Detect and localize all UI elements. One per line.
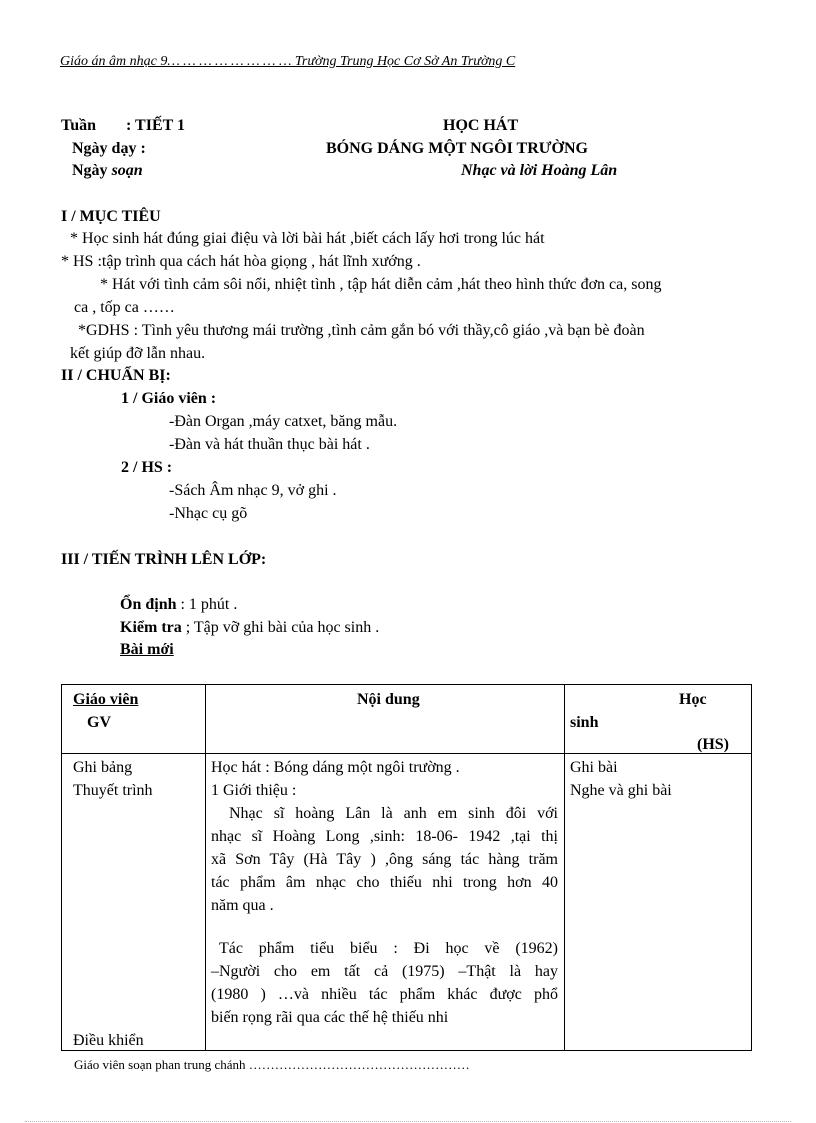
objective-item: * Hát với tình cảm sôi nổi, nhiệt tình , tập hát diễn cảm ,hát theo hình thức đơn ca, song [100, 276, 662, 293]
header-teacher-abbr: GV [87, 714, 111, 731]
date-prepared: Ngày soạn [72, 162, 143, 179]
teacher-prep-item: -Đàn Organ ,máy catxet, băng mẫu. [169, 413, 398, 430]
teacher-activity: Điều khiển [73, 1032, 144, 1049]
objective-item: ca , tốp ca …… [74, 299, 175, 316]
date-taught: Ngày dạy : [72, 140, 146, 157]
header-student: Học [679, 691, 707, 708]
page-footer: Giáo viên soạn phan trung chánh …………………………………………… [74, 1057, 470, 1072]
content-line: 1 Giới thiệu : [211, 782, 297, 799]
stabilize-line: Ổn định : 1 phút . [120, 596, 238, 613]
objective-item: * HS :tập trình qua cách hát hòa giọng , hát lĩnh xướng . [61, 253, 421, 270]
student-prep-label: 2 / HS : [121, 459, 173, 476]
lesson-table [61, 684, 752, 1051]
header-student-line2: sinh [570, 714, 599, 731]
objective-item: * Học sinh hát đúng giai điệu và lời bài hát ,biết cách lấy hơi trong lúc hát [70, 230, 545, 247]
week-label: Tuần [61, 117, 96, 134]
column-divider [205, 685, 206, 1050]
check-line: Kiểm tra ; Tập vỡ ghi bài của học sinh . [120, 619, 380, 636]
section-1-title: I / MỤC TIÊU [61, 208, 161, 225]
teacher-activity: Thuyết trình [73, 782, 153, 799]
header-divider [62, 753, 751, 754]
student-activity: Nghe và ghi bài [570, 782, 672, 799]
teacher-prep-label: 1 / Giáo viên : [121, 390, 217, 407]
column-divider [564, 685, 565, 1050]
section-2-title: II / CHUẨN BỊ: [61, 367, 171, 384]
student-prep-item: -Nhạc cụ gõ [169, 505, 248, 522]
song-author: Nhạc và lời Hoàng Lân [461, 162, 618, 179]
teacher-prep-item: -Đàn và hát thuần thục bài hát . [169, 436, 370, 453]
page-header: Giáo án âm nhạc 9… … … … … … … … Trường Trung Học Cơ Sở An Trường C [60, 54, 516, 69]
section-3-title: III / TIẾN TRÌNH LÊN LỚP: [61, 551, 267, 568]
page-bottom-border [25, 1121, 791, 1122]
objective-item: kết giúp đỡ lẫn nhau. [70, 345, 206, 362]
student-prep-item: -Sách Âm nhạc 9, vở ghi . [169, 482, 337, 499]
objective-item: *GDHS : Tình yêu thương mái trường ,tình cảm gắn bó với thầy,cô giáo ,và bạn bè đoàn [78, 322, 645, 339]
lesson-type: HỌC HÁT [443, 117, 519, 134]
header-content: Nội dung [357, 691, 420, 708]
header-teacher: Giáo viên [73, 691, 139, 708]
header-student-abbr: (HS) [697, 736, 729, 753]
new-lesson-label: Bài mới [120, 641, 174, 658]
period: : TIẾT 1 [126, 117, 185, 134]
teacher-activity: Ghi bảng [73, 759, 133, 776]
works-paragraph: Tác phẩm tiểu biểu : Đi học về (1962) –Người cho em tất cả (1975) –Thật là hay (1980 ) …và nhiều tác phẩm khác được phổ biến rọng rãi qua các thế hệ thiếu nhi [211, 940, 558, 1026]
content-line: Học hát : Bóng dáng một ngôi trường . [211, 759, 460, 776]
song-title: BÓNG DÁNG MỘT NGÔI TRƯỜNG [326, 140, 588, 157]
student-activity: Ghi bài [570, 759, 618, 776]
intro-paragraph: Nhạc sĩ hoàng Lân là anh em sinh đôi với nhạc sĩ Hoàng Long ,sinh: 18-06- 1942 ,tại thị xã Sơn Tây (Hà Tây ) ,ông sáng tác hàng trăm tác phẩm âm nhạc cho thiếu nhi trong hơn 40 năm qua . [211, 805, 558, 914]
